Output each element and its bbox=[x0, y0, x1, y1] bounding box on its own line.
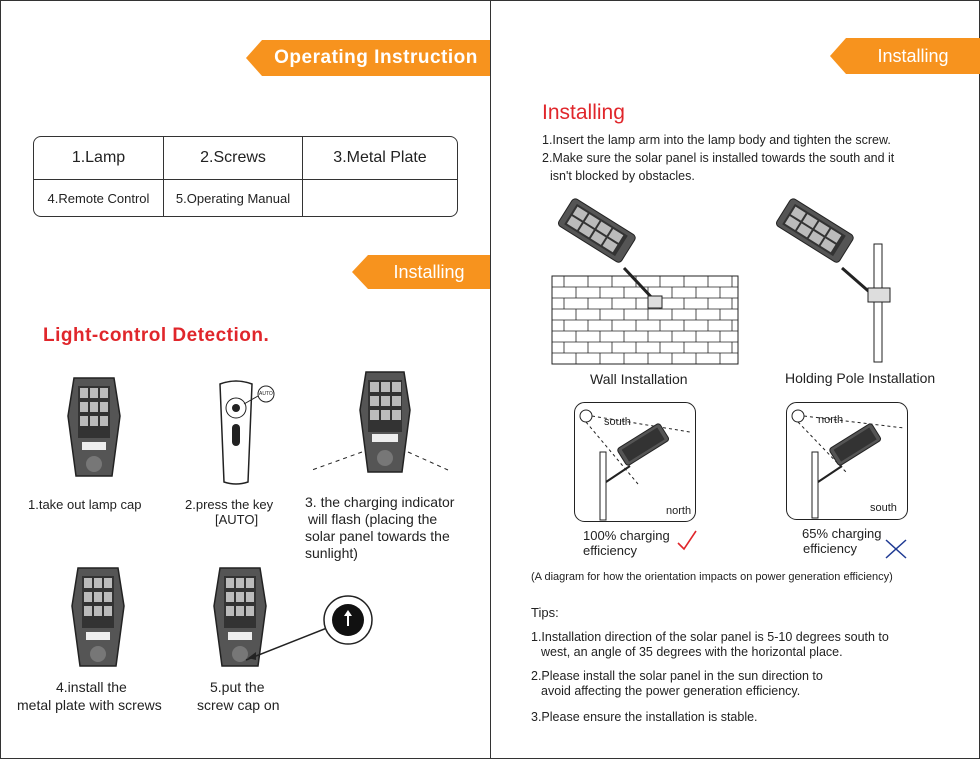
tip3: 3.Please ensure the installation is stable. bbox=[531, 710, 758, 724]
checkmark-icon bbox=[676, 529, 698, 551]
diagram-a-efficiency-line2: efficiency bbox=[583, 543, 637, 558]
step5-caption-line2: screw cap on bbox=[197, 697, 280, 713]
step3-caption-line3: solar panel towards the bbox=[305, 528, 450, 544]
installing-banner-right-title: Installing bbox=[877, 45, 949, 66]
diagram-caption: (A diagram for how the orientation impacts on power generation efficiency) bbox=[531, 571, 893, 583]
tips-title: Tips: bbox=[531, 605, 559, 620]
diagram-a-bottom-direction: north bbox=[666, 505, 692, 517]
orientation-diagram-south bbox=[574, 402, 696, 522]
lamp-illustration-4 bbox=[70, 566, 126, 670]
step3-caption-line2: will flash (placing the bbox=[308, 511, 438, 527]
step4-caption-line2: metal plate with screws bbox=[17, 697, 162, 713]
installing-banner-left bbox=[368, 255, 490, 289]
installing-heading: Installing bbox=[542, 101, 625, 124]
tip1-line2: west, an angle of 35 degrees with the horizontal place. bbox=[541, 645, 843, 659]
page-divider bbox=[490, 0, 491, 759]
item-lamp: 1.Lamp bbox=[71, 149, 126, 166]
step1-caption: 1.take out lamp cap bbox=[28, 497, 142, 512]
operating-instruction-title: Operating Instruction bbox=[274, 47, 478, 68]
instruction-line3: isn't blocked by obstacles. bbox=[550, 169, 695, 183]
item-metal-plate: 3.Metal Plate bbox=[333, 149, 427, 166]
tip2-line2: avoid affecting the power generation efficiency. bbox=[541, 684, 801, 698]
step2-caption-line1: 2.press the key bbox=[185, 497, 274, 512]
pole-installation-label: Holding Pole Installation bbox=[785, 370, 936, 386]
instruction-line1: 1.Insert the lamp arm into the lamp body and tighten the screw. bbox=[542, 133, 891, 147]
step3-caption-line1: 3. the charging indicator bbox=[305, 494, 455, 510]
diagram-b-top-direction: north bbox=[818, 414, 844, 426]
item-operating-manual: 5.Operating Manual bbox=[175, 190, 291, 206]
installing-banner-left-title: Installing bbox=[393, 261, 465, 282]
instruction-line2: 2.Make sure the solar panel is installed towards the south and it bbox=[542, 151, 895, 165]
diagram-a-top-direction: south bbox=[604, 416, 631, 428]
diagram-a-efficiency-line1: 100% charging bbox=[583, 528, 670, 543]
tip1-line1: 1.Installation direction of the solar panel is 5-10 degrees south to bbox=[531, 630, 889, 644]
tip2-line1: 2.Please install the solar panel in the sun direction to bbox=[531, 669, 823, 683]
installing-banner-right bbox=[846, 38, 980, 74]
operating-instruction-banner bbox=[262, 40, 490, 76]
diagram-b-efficiency-line2: efficiency bbox=[803, 541, 857, 556]
step2-caption-line2: [AUTO] bbox=[215, 512, 259, 527]
light-control-title: Light-control Detection. bbox=[43, 325, 270, 346]
step3-caption-line4: sunlight) bbox=[305, 545, 358, 561]
package-contents-table bbox=[33, 136, 458, 217]
pole-installation-illustration bbox=[770, 200, 900, 364]
lamp-illustration-5 bbox=[212, 566, 382, 672]
lamp-illustration-3 bbox=[310, 370, 450, 480]
item-screws: 2.Screws bbox=[200, 149, 266, 166]
step4-caption-line1: 4.install the bbox=[56, 679, 127, 695]
diagram-b-bottom-direction: south bbox=[870, 502, 897, 514]
item-remote-control: 4.Remote Control bbox=[47, 190, 150, 206]
cross-icon bbox=[884, 538, 908, 560]
diagram-b-efficiency-line1: 65% charging bbox=[802, 526, 882, 541]
wall-installation-label: Wall Installation bbox=[590, 371, 688, 387]
auto-key-label: AUTO bbox=[259, 391, 273, 397]
lamp-illustration-1 bbox=[66, 376, 122, 480]
step5-caption-line1: 5.put the bbox=[210, 679, 265, 695]
wall-installation-illustration bbox=[552, 200, 738, 364]
